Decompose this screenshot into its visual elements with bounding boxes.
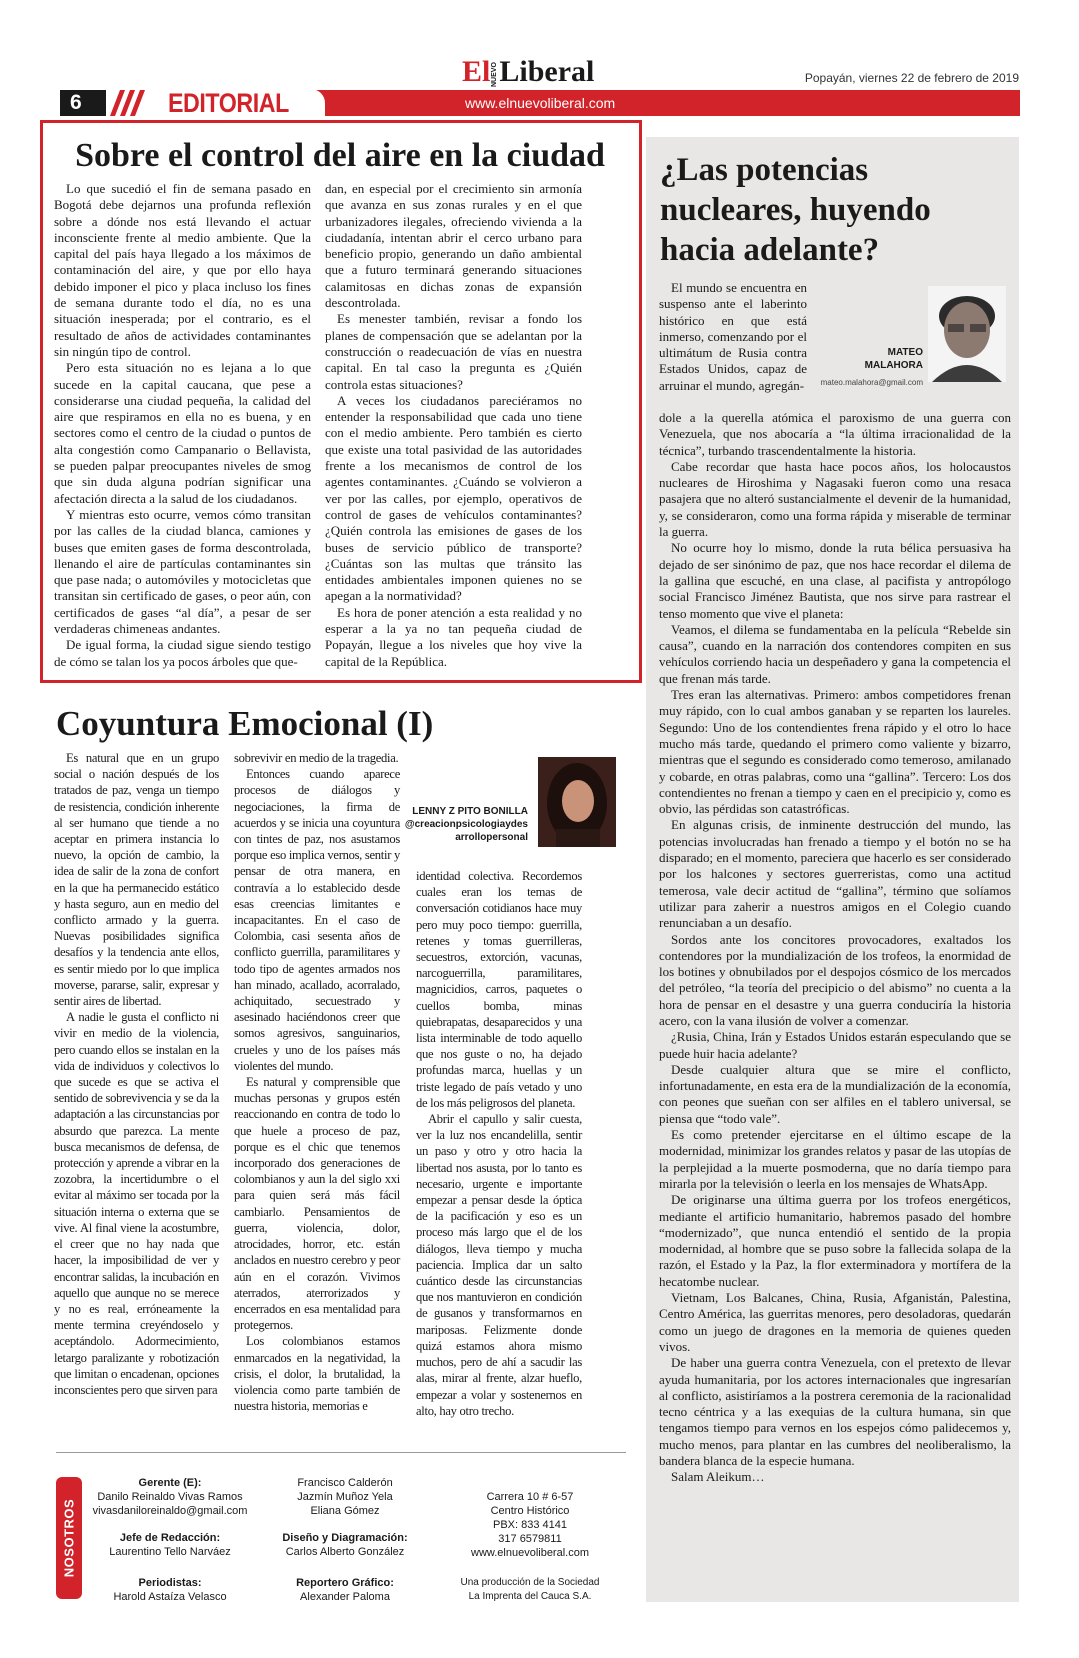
newspaper-logo — [462, 56, 594, 88]
author-handle: @creacionpsicologiaydesarrollopersonal — [404, 819, 528, 843]
production-line: Una producción de la Sociedad — [460, 1577, 600, 1588]
staff-name: Carlos Alberto González — [285, 1546, 405, 1558]
editorial-column-2 — [325, 181, 582, 670]
production-line: La Imprenta del Cauca S.A. — [468, 1591, 592, 1602]
paragraph: De originarse una última guerra por los trofeos energéticos, mediante el artificio humanitario, habremos pasado del hombre “modernizado”, que nunca entendió el sentido de la propia modernidad, al hombre que se puso sobre la fallecida solapa de la razón, el Estado y la Paz, la flor exterminadora y mortífera de la hecatombe nuclear. — [659, 1192, 1011, 1289]
staff-periodistas-extra — [270, 1476, 420, 1518]
paragraph: Desde cualquier altura que se mire el conflicto, infortunadamente, en esta era de la mundialización de la economía, con peones que sueñan con ser alfiles en el tablero universal, se piensa que “todo vale”. — [659, 1061, 1011, 1126]
staff-name: Jazmín Muñoz Yela — [297, 1491, 393, 1503]
staff-gerente — [90, 1476, 250, 1518]
staff-divider — [56, 1452, 626, 1453]
paragraph: En algunas crisis, de inminente destrucción del mundo, las potencias involucradas han frenado a tiempo y el botón no se ha disparado; en el momento, pareciera que hacerlo es ser considerado por los halcones y sectores guerreristas, como una actitud temerosa, vale decir actitud de “gallina”, término que solíamos utilizar para zaherir a nuestros amigos en el Colegio cuando renunciaban a un desafío. — [659, 817, 1011, 931]
page-number: 6 — [60, 90, 106, 116]
staff-contact — [455, 1490, 605, 1560]
staff-tag-label: NOSOTROS — [61, 1498, 77, 1578]
author-byline — [400, 805, 528, 844]
address-line: Centro Histórico — [490, 1505, 570, 1517]
website[interactable]: www.elnuevoliberal.com — [471, 1547, 589, 1559]
author-name: MATEO — [887, 347, 923, 358]
staff-reportero — [270, 1576, 420, 1604]
author-name: LENNY Z PITO BONILLA — [412, 806, 528, 817]
paragraph: No ocurre hoy lo mismo, donde la ruta bélica persuasiva ha dejado de ser sinónimo de paz, que nos hace recordar el dilema de la gallina que escuché, en una clase, al pacifista y antropólogo social Francisco Jiménez Bautista, que nos sirve para rastrear el tenso momento que vive el planeta: — [659, 540, 1011, 621]
paragraph: Pero esta situación no es lejana a lo que sucede en la capital caucana, que pese a considerarse una ciudad pequeña, la calidad del aire que respiramos en ella no es buena, y en sectores como el centro de la ciudad o puntos de alta congestión como Campanario o Bellavista, se pueden palpar preocupantes niveles de smog que sin duda alguna podrían significar una afectación directa a la salud de los ciudadanos. — [54, 360, 311, 506]
staff-name: Laurentino Tello Narváez — [109, 1546, 231, 1558]
editorial-column-1 — [54, 181, 311, 670]
author-surname: MALAHORA — [864, 360, 923, 371]
paragraph: dole a la querella atómica el paroxismo de una guerra con Venezuela, que nos abocaría a “la última irracionalidad de la técnica”, turbando trascendentalmente la historia. — [659, 410, 1011, 458]
coyuntura-column-2 — [234, 750, 400, 1414]
paragraph: Sordos ante los concitores provocadores, exaltados los contendores por la mundialización de los trofeos, la enormidad de los botines y obnubilados por el despojos cósmico de los mercados del petróleo, “la teoría del precipicio o del abismo” no cuenta a la hora de pensar en el desastre y una guerra conduciría la historia acero, con la vana ilusión de volver a comenzar. — [659, 931, 1011, 1028]
paragraph: Los colombianos estamos enmarcados en la negatividad, la crisis, el dolor, la brutalidad, la violencia como parte también de nuestra historia, memorias e — [234, 1334, 400, 1414]
staff-diseno — [270, 1531, 420, 1559]
author-email[interactable]: mateo.malahora@gmail.com — [820, 378, 923, 387]
pbx: PBX: 833 4141 — [492, 1519, 567, 1531]
logo-el: El — [462, 55, 491, 88]
paragraph: A nadie le gusta el conflicto ni vivir en medio de la violencia, pero cuando ellos se instalan en la vida de individuos y colectivos lo que sucede es que se activa el sentido de sobrevivencia y se da la adaptación a las circunstancias por absurdo que parezca. La mente busca mecanismos de defensa, de protección y aprende a vibrar en la zozobra, la incertidumbre o el evitar al máximo ser tocada por la situación interna o externa que se vive. Al final viene la acostumbre, el creer que no hay nada que hacer, la imposibilidad de ver y encontrar salidas, la incubación en aquello que aunque no se merece y no es real, erróneamente la mente termina creyéndoselo y aceptándolo. Adormecimiento, letargo paralizante y robotización que limitan o encadenan, opciones inconscientes pero que sirven para — [54, 1010, 219, 1397]
paragraph: Cabe recordar que hasta hace pocos años, los holocaustos nucleares de Hiroshima y Nagasaki fueron como una resaca pasajera que no alteró sustancialmente el devenir de la humanidad, y, se consideraron, como una forma rápida y miserable de terminar la guerra. — [659, 458, 1011, 540]
paragraph: Es hora de poner atención a esta realidad y no esperar a la ya no tan pequeña ciudad de Popayán, llegue a los niveles que hoy vive la capital de la República. — [325, 604, 582, 669]
staff-label: Reportero Gráfico: — [296, 1577, 394, 1589]
paragraph: Veamos, el dilema se fundamentaba en la película “Rebelde sin causa”, cuando en la narración dos contendores compiten en sus vehículos corriendo hacia un despeñadero y gana la competencia el que frenan más tarde. — [659, 621, 1011, 686]
staff-name: Alexander Paloma — [300, 1591, 390, 1603]
editorial-headline: Sobre el control del aire en la ciudad — [75, 137, 605, 174]
paragraph: dan, en especial por el crecimiento sin armonía que avanza en sus zonas rurales y en el que urbanizadores ilegales, ofreciendo vivienda a la ciudadanía, intentan abrir el cerco urbano para beneficio propio, generando un daño ambiental que a futuro terminará generando situaciones calamitosas en dichas zonas de expansión descontrolada. — [325, 181, 582, 311]
paragraph: El mundo se encuentra en suspenso ante el laberinto histórico en que está inmerso, comenzando por el ultimátum de Rusia contra Estados Unidos, capaz de arruinar el mundo, agregán- — [659, 280, 807, 393]
paragraph: identidad colectiva. Recordemos cuales eran los temas de conversación cotidianos hace muy pero muy poco tiempo: guerrilla, retenes y tomas guerrilleras, secuestros, extorción, vacunas, narcoguerrilla, paramilitares, magnicidios, carros, paquetes o cuellos bomba, minas quiebrapatas, desaparecidos y una lista interminable de todo aquello que nos guste o no, ha dejado profundas marca, huellas y un triste legado de país vetado y uno de los más peligrosos del planeta. — [416, 869, 582, 1110]
staff-name: Harold Astaíza Velasco — [113, 1591, 227, 1603]
issue-date: Popayán, viernes 22 de febrero de 2019 — [804, 71, 1019, 85]
paragraph: ¿Rusia, China, Irán y Estados Unidos estarán especulando que se puede huir hacia adelante? — [659, 1029, 1011, 1061]
column-headline: Coyuntura Emocional (I) — [56, 704, 434, 743]
phone: 317 6579811 — [498, 1533, 562, 1545]
staff-label: Diseño y Diagramación: — [282, 1532, 408, 1544]
paragraph: Es natural y comprensible que muchas personas y grupos estén reaccionando en contra de todo lo que huele a proceso de paz, porque es el chic que tenemos incorporado dos generaciones de colombianos y aun la del siglo xxi para quien será más fácil cambiarlo. Pensamientos de guerra, violencia, dolor, atrocidades, horror, etc. están anclados en nuestro cerebro y peor aún en el corazón. Vivimos aterrados, aterrorizados y encerrados en esa mentalidad para protegernos. — [234, 1075, 400, 1333]
author-byline — [815, 346, 923, 389]
paragraph: Es menester también, revisar a fondo los planes de compensación que se adelantan por la construcción o readecuación de vías en nuestra capital. En tal caso la pregunta es ¿Quién controla estas situaciones? — [325, 311, 582, 392]
logo-nuevo: NUEVO — [491, 62, 499, 87]
author-photo — [928, 286, 1006, 382]
staff-name: Francisco Calderón — [297, 1477, 393, 1489]
staff-production — [455, 1576, 605, 1604]
staff-label: Periodistas: — [138, 1577, 202, 1589]
author-photo — [538, 757, 616, 847]
paragraph: Es como pretender ejercitarse en el último escape de la modernidad, minimizar los grandes relatos y pasar de las utopías de la perplejidad a la muerte posmoderna, que no daría tiempo para mirarla por la televisión o leerla en los mensajes de WhatsApp. — [659, 1127, 1011, 1191]
section-title: EDITORIAL — [168, 88, 289, 118]
staff-tag — [56, 1477, 82, 1599]
opinion-intro — [659, 280, 807, 394]
opinion-body — [659, 410, 1011, 1486]
staff-name: Eliana Gómez — [310, 1505, 380, 1517]
paragraph: Salam Aleikum… — [671, 1469, 765, 1485]
staff-label: Jefe de Redacción: — [119, 1532, 221, 1544]
opinion-headline: ¿Las potencias nucleares, huyendo hacia adelante? — [660, 152, 931, 268]
logo-liberal: Liberal — [499, 55, 595, 88]
paragraph: De igual forma, la ciudad sigue siendo testigo de cómo se talan los ya pocos árboles que que- — [54, 637, 311, 669]
coyuntura-column-1 — [54, 750, 219, 1398]
paragraph: A veces los ciudadanos pareciéramos no entender la responsabilidad que cada uno tiene con el medio ambiente. Pero también es cierto que existe una total pasividad de las autoridades frente a los mecanismos de control de los agentes contaminantes. ¿Cuándo se volvieron a ver por las calles, por ejemplo, operativos de control de gases de vehículos contaminantes? ¿Quién controla las emisiones de gases de los buses de servicio público de transporte? ¿Cuántas son las multas que tránsito las entidades ambientales imponen quienes no se apegan a la normatividad? — [325, 392, 582, 604]
paragraph: De haber una guerra contra Venezuela, con el pretexto de llevar ayuda humanitaria, por los actores internacionales que ingresarían al conflicto, asistiríamos a la postrera ceremonia de la racionalidad tecno céntrica y a las exequias de la cultura humana, sin que tengamos tiempo para vernos en los espejos cómo palidecemos y, mucho menos, para plantar en las cumbres del neoliberalismo, la bandera blanca de la especie humana. — [659, 1355, 1011, 1468]
paragraph: Vietnam, Los Balcanes, China, Rusia, Afganistán, Palestina, Centro América, las guerritas menores, pero desoladoras, quedarán como un juego de dragones en la memoria de quienes queden vivos. — [659, 1290, 1011, 1354]
paragraph: Tres eran las alternativas. Primero: ambos competidores frenan muy rápido, con lo cual ambos ganaban y se reparten los laureles. Segundo: Uno de los contendientes frena rápido y el otro lo hace mucho más tarde, quedando el primero como valiente y bizarro, mientras que el segundo es considerado como temeroso, amilanado y cobarde, en otras palabras, como una “gallina”. Tercero: Los dos contendientes no frenan a tiempo y caen en el precipicio y, como es obvio, las pérdidas son catastróficas. — [659, 687, 1011, 817]
staff-periodistas — [90, 1576, 250, 1604]
staff-label: Gerente (E): — [138, 1477, 202, 1489]
paragraph: Abrir el capullo y salir cuesta, ver la luz nos encandelilla, sentir un paso y otro y otro hacia la libertad nos asusta, por lo tanto es necesario, urgente e importante empezar a pensar desde la óptica de la pacificación y eso es un proceso más largo que el de los diálogos, lleva tiempo y mucha paciencia. Implica dar un salto cuántico desde las circunstancias que nos mantuvieron en condición de gusanos y transformarnos en mariposas. Felizmente donde quizá estamos ahora mismo muchos, pero de ahí a sacudir las alas, mirar al frente, alzar hueflo, empezar a volar y sostenernos en alto, hay otro trecho. — [416, 1112, 582, 1418]
paragraph: sobrevivir en medio de la tragedia. — [234, 751, 399, 765]
address-line: Carrera 10 # 6-57 — [486, 1491, 574, 1503]
paragraph: Es natural que en un grupo social o nación después de los tratados de paz, venga un tiempo de resistencia, condición inherente al ser humano que tiende a no aceptar en primera instancia lo nuevo, la opción de cambio, la idea de salir de la zona de confort en la que ha permanecido estático y hasta seguro, aun en medio del conflicto armado y la guerra. Nuevas posibilidades significa desafíos y la tendencia ante ellos, es sentir miedo por lo que implica moverse, pararse, salir, expresar y sentir aires de libertad. — [54, 751, 219, 1009]
staff-redaccion — [90, 1531, 250, 1559]
staff-email[interactable]: vivasdaniloreinaldo@gmail.com — [92, 1505, 248, 1517]
paragraph: Lo que sucedió el fin de semana pasado en Bogotá debe dejarnos una profunda reflexión sobre a dónde nos está llevando el actuar inconsciente frente al medio ambiente. Que la capital del país haya llegado a los máximos de contaminación del aire, y que por ello haya debido imponer el pico y placa incluso los fines de semana durante todo el día, no es una situación inesperada; por el contrario, es el resultado de años de actividades contaminantes sin ningún tipo de control. — [54, 181, 311, 359]
staff-name: Danilo Reinaldo Vivas Ramos — [97, 1491, 243, 1503]
coyuntura-column-3 — [416, 868, 582, 1419]
paragraph: Y mientras esto ocurre, vemos cómo transitan por las calles de la ciudad blanca, camiones y buses que emiten gases de forma descontrolada, llenando el aire de partículas contaminantes sin que pase nada; o automóviles y motocicletas que transitan sin certificado de gases, o peor aún, con certificados de gases “al día”, a pesar de ser verdaderas chimeneas andantes. — [54, 506, 311, 637]
header-url[interactable]: www.elnuevoliberal.com — [465, 95, 616, 111]
paragraph: Entonces cuando aparece procesos de diálogos y negociaciones, la firma de acuerdos y se inicia una coyuntura con tintes de paz, nos asustamos porque eso implica vernos, sentir y pensar de otra manera, en contravía a lo establecido desde esas creencias limitantes e incapacitantes. En el caso de Colombia, casi sesenta años de conflicto guerrilla, paramilitares y todo tipo de agentes armados nos han minado, acallado, acorralado, achiquitado, secuestrado y asesinado haciéndonos creer que somos agresivos, sanguinarios, crueles y uno de los países más violentes del mundo. — [234, 767, 400, 1073]
